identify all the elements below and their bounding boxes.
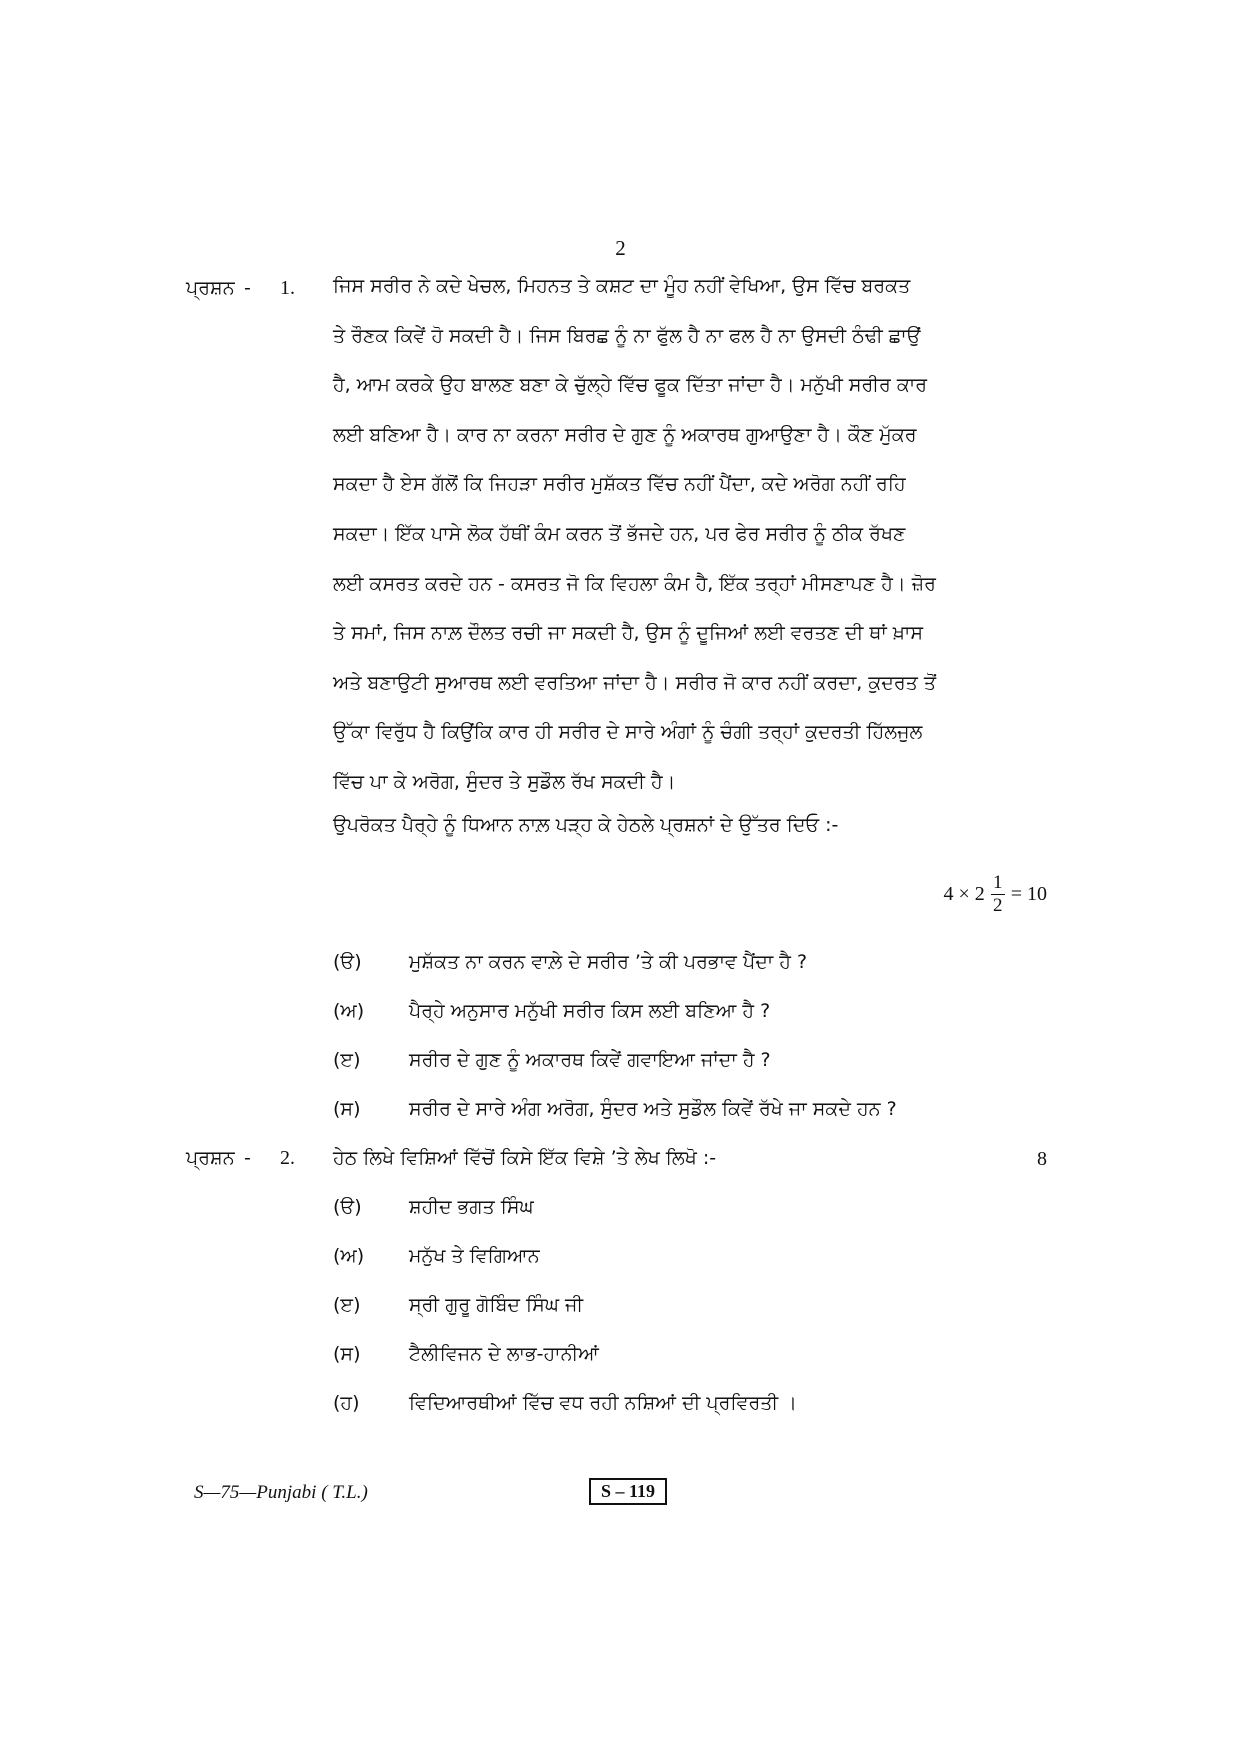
topic-text: ਟੈਲੀਵਿਜਨ ਦੇ ਲਾਭ-ਹਾਨੀਆਂ [409, 1343, 599, 1365]
marks-total: = 10 [1010, 883, 1047, 905]
topic-marker: (ੳ) [333, 1196, 362, 1218]
sub-question-marker: (ੳ) [333, 951, 362, 973]
sub-question-text: ਸਰੀਰ ਦੇ ਸਾਰੇ ਅੰਗ ਅਰੋਗ, ਸੁੰਦਰ ਅਤੇ ਸੁਡੌਲ ਕਿਵੇਂ ਰੱਖੇ ਜਾ ਸਕਦੇ ਹਨ ? [409, 1098, 897, 1120]
question-number: 2. [280, 1147, 295, 1169]
paper-code-box: S – 119 [589, 1478, 667, 1505]
passage-line: ਵਿੱਚ ਪਾ ਕੇ ਅਰੋਗ, ਸੁੰਦਰ ਤੇ ਸੁਡੌਲ ਰੱਖ ਸਕਦੀ ਹੈ। [333, 770, 676, 793]
fraction-denominator: 2 [992, 895, 1003, 916]
sub-question-marker: (ਅ) [333, 1000, 365, 1022]
passage-line: ਅਤੇ ਬਣਾਉਟੀ ਸੁਆਰਥ ਲਈ ਵਰਤਿਆ ਜਾਂਦਾ ਹੈ। ਸਰੀਰ ਜੋ ਕਾਰ ਨਹੀਂ ਕਰਦਾ, ਕੁਦਰਤ ਤੋਂ [333, 671, 937, 694]
sub-question [333, 1049, 771, 1071]
fraction-numerator: 1 [992, 872, 1003, 893]
topic-text: ਸ੍ਰੀ ਗੁਰੂ ਗੋਬਿੰਦ ਸਿੰਘ ਜੀ [409, 1294, 584, 1316]
essay-topic [333, 1294, 583, 1316]
question-2-heading [186, 1147, 295, 1170]
marks-prefix: 4 × 2 [943, 883, 985, 905]
passage-line: ਉੱਕਾ ਵਿਰੁੱਧ ਹੈ ਕਿਉਂਕਿ ਕਾਰ ਹੀ ਸਰੀਰ ਦੇ ਸਾਰੇ ਅੰਗਾਂ ਨੂੰ ਚੰਗੀ ਤਰ੍ਹਾਂ ਕੁਦਰਤੀ ਹਿੱਲਜੁਲ [333, 721, 923, 744]
paper-code-label: S—75—Punjabi ( T.L.) [194, 1482, 368, 1503]
question-prompt-text: ਹੇਠ ਲਿਖੇ ਵਿਸ਼ਿਆਂ ਵਿੱਚੋਂ ਕਿਸੇ ਇੱਕ ਵਿਸ਼ੇ ’ਤੇ ਲੇਖ ਲਿਖੋ :- [333, 1147, 717, 1169]
passage-line: ਲਈ ਬਣਿਆ ਹੈ। ਕਾਰ ਨਾ ਕਰਨਾ ਸਰੀਰ ਦੇ ਗੁਣ ਨੂੰ ਅਕਾਰਥ ਗੁਆਉਣਾ ਹੈ। ਕੌਣ ਮੁੱਕਰ [333, 423, 917, 446]
fraction [991, 872, 1005, 917]
passage-line: ਹੈ, ਆਮ ਕਰਕੇ ਉਹ ਬਾਲਣ ਬਣਾ ਕੇ ਚੁੱਲ੍ਹੇ ਵਿੱਚ ਫੂਕ ਦਿੱਤਾ ਜਾਂਦਾ ਹੈ। ਮਨੁੱਖੀ ਸਰੀਰ ਕਾਰ [333, 374, 927, 397]
topic-text: ਸ਼ਹੀਦ ਭਗਤ ਸਿੰਘ [409, 1196, 534, 1218]
sub-question-text: ਮੁਸ਼ੱਕਤ ਨਾ ਕਰਨ ਵਾਲ਼ੇ ਦੇ ਸਰੀਰ ’ਤੇ ਕੀ ਪਰਭਾਵ ਪੈਂਦਾ ਹੈ ? [409, 951, 808, 973]
question-dash: - [244, 277, 251, 299]
passage [333, 262, 1045, 808]
passage-line: ਤੇ ਸਮਾਂ, ਜਿਸ ਨਾਲ਼ ਦੌਲਤ ਰਚੀ ਜਾ ਸਕਦੀ ਹੈ, ਉਸ ਨੂੰ ਦੂਜਿਆਂ ਲਈ ਵਰਤਣ ਦੀ ਥਾਂ ਖ਼ਾਸ [333, 622, 924, 645]
essay-topic [333, 1392, 797, 1414]
instruction: ਉਪਰੋਕਤ ਪੈਰ੍ਹੇ ਨੂੰ ਧਿਆਨ ਨਾਲ਼ ਪੜ੍ਹ ਕੇ ਹੇਠਲੇ ਪ੍ਰਸ਼ਨਾਂ ਦੇ ਉੱਤਰ ਦਿਓ :- [333, 814, 839, 836]
passage-line: ਜਿਸ ਸਰੀਰ ਨੇ ਕਦੇ ਖੇਚਲ, ਮਿਹਨਤ ਤੇ ਕਸ਼ਟ ਦਾ ਮੂੰਹ ਨਹੀਂ ਵੇਖਿਆ, ਉਸ ਵਿੱਚ ਬਰਕਤ [333, 275, 911, 297]
topic-marker: (ਸ) [333, 1343, 361, 1365]
sub-question-text: ਸਰੀਰ ਦੇ ਗੁਣ ਨੂੰ ਅਕਾਰਥ ਕਿਵੇਂ ਗਵਾਇਆ ਜਾਂਦਾ ਹੈ ? [409, 1049, 771, 1071]
essay-topic [333, 1196, 534, 1218]
topic-text: ਮਨੁੱਖ ਤੇ ਵਿਗਿਆਨ [409, 1245, 540, 1267]
topic-marker: (ੲ) [333, 1294, 361, 1316]
topic-marker: (ਹ) [333, 1392, 360, 1414]
essay-topic [333, 1343, 599, 1365]
sub-question-marker: (ੲ) [333, 1049, 361, 1071]
sub-question-text: ਪੈਰ੍ਹੇ ਅਨੁਸਾਰ ਮਨੁੱਖੀ ਸਰੀਰ ਕਿਸ ਲਈ ਬਣਿਆ ਹੈ ? [409, 1000, 771, 1022]
question-number: 1. [280, 277, 295, 299]
sub-question-marker: (ਸ) [333, 1098, 361, 1120]
essay-topic [333, 1245, 540, 1267]
question-label: ਪ੍ਰਸ਼ਨ [186, 1147, 235, 1169]
question-label: ਪ੍ਰਸ਼ਨ [186, 277, 235, 299]
question-2-prompt [333, 1147, 716, 1169]
sub-question [333, 1000, 770, 1022]
sub-question [333, 951, 807, 973]
question-2-marks: 8 [1037, 1148, 1047, 1170]
passage-line: ਸਕਦਾ ਹੈ ਏਸ ਗੱਲੋਂ ਕਿ ਜਿਹੜਾ ਸਰੀਰ ਮੁਸ਼ੱਕਤ ਵਿੱਚ ਨਹੀਂ ਪੈਂਦਾ, ਕਦੇ ਅਰੋਗ ਨਹੀਂ ਰਹਿ [333, 473, 906, 496]
question-1-heading [186, 277, 295, 300]
marks-formula [943, 872, 1047, 917]
page-number: 2 [615, 236, 626, 260]
topic-text: ਵਿਦਿਆਰਥੀਆਂ ਵਿੱਚ ਵਧ ਰਹੀ ਨਸ਼ਿਆਂ ਦੀ ਪ੍ਰਵਿਰਤੀ । [409, 1392, 797, 1414]
sub-question [333, 1098, 897, 1120]
passage-line: ਸਕਦਾ। ਇੱਕ ਪਾਸੇ ਲੋਕ ਹੱਥੀਂ ਕੰਮ ਕਰਨ ਤੋਂ ਭੱਜਦੇ ਹਨ, ਪਰ ਫੇਰ ਸਰੀਰ ਨੂੰ ਠੀਕ ਰੱਖਣ [333, 522, 906, 545]
topic-marker: (ਅ) [333, 1245, 365, 1267]
passage-line: ਤੇ ਰੌਣਕ ਕਿਵੇਂ ਹੋ ਸਕਦੀ ਹੈ। ਜਿਸ ਬਿਰਛ ਨੂੰ ਨਾ ਫੁੱਲ ਹੈ ਨਾ ਫਲ ਹੈ ਨਾ ਉਸਦੀ ਠੰਢੀ ਛਾਉਂ [333, 324, 921, 347]
passage-line: ਲਈ ਕਸਰਤ ਕਰਦੇ ਹਨ - ਕਸਰਤ ਜੋ ਕਿ ਵਿਹਲਾ ਕੰਮ ਹੈ, ਇੱਕ ਤਰ੍ਹਾਂ ਮੀਸਣਾਪਣ ਹੈ। ਜ਼ੋਰ [333, 572, 936, 595]
question-dash: - [244, 1147, 251, 1169]
